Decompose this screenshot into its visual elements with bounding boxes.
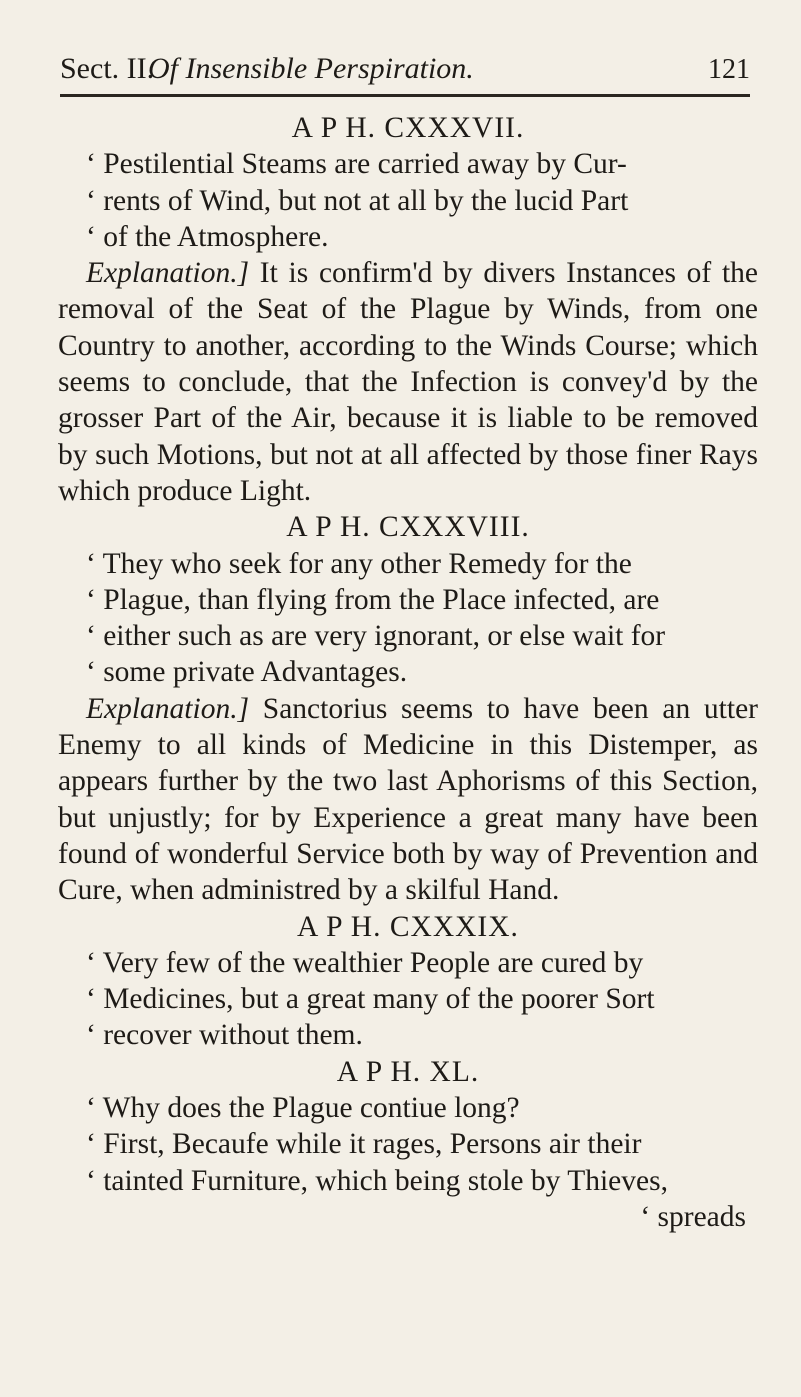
- aphorism-heading: A P H. CXXXVIII.: [286, 511, 530, 544]
- aphorism-line: ‘ recover without them.: [86, 1019, 363, 1052]
- aphorism-line: ‘ tainted Furniture, which being stole by Thieves,: [86, 1164, 668, 1197]
- aphorism-heading: A P H. CXXXVII.: [291, 112, 525, 144]
- explanation-label: Explanation.]: [86, 257, 250, 290]
- aphorism-line: ‘ rents of Wind, but not at all by the lucid Part: [86, 184, 629, 217]
- aphorism-heading: A P H. XL.: [336, 1055, 480, 1088]
- aphorism-line: ‘ of the Atmosphere.: [86, 220, 329, 253]
- section-label: Sect. II.: [60, 52, 155, 85]
- catchword: ‘ spreads: [640, 1200, 746, 1233]
- page-number: 121: [708, 54, 750, 85]
- running-title: Of Insensible Perspiration.: [148, 52, 474, 85]
- aphorism-line: ‘ First, Becaufe while it rages, Persons air their: [86, 1128, 642, 1161]
- explanation-text: It is confirm'd by divers Instances of the removal of the Seat of the Plague by Winds, from one Country to another, according to the Winds Course; which seems to conclude, that the Infection is convey'd by the grosser Part of the Air, because it is liable to be removed by such Motions, but not at all affected by those finer Rays which produce Light.: [58, 257, 758, 507]
- aphorism-line: ‘ Why does the Plague contiue long?: [86, 1092, 520, 1125]
- aphorism-line: ‘ either such as are very ignorant, or else wait for: [86, 620, 666, 653]
- explanation-paragraph: [58, 691, 758, 909]
- aphorism-line: ‘ Pestilential Steams are carried away by Cur-: [86, 148, 627, 181]
- aphorism-line: ‘ Plague, than flying from the Place infected, are: [86, 583, 660, 616]
- aphorism-heading: A P H. CXXXIX.: [297, 910, 519, 943]
- aphorism-line: ‘ some private Advantages.: [86, 656, 408, 689]
- explanation-label: Explanation.]: [86, 692, 250, 725]
- header-rule: [60, 94, 750, 97]
- page-body: [58, 110, 758, 1235]
- aphorism-line: ‘ They who seek for any other Remedy for the: [86, 547, 632, 580]
- running-header: [60, 52, 750, 92]
- explanation-paragraph: [58, 255, 758, 509]
- aphorism-line: ‘ Medicines, but a great many of the poorer Sort: [86, 983, 655, 1016]
- explanation-text: Sanctorius seems to have been an utter Enemy to all kinds of Medicine in this Distemper, as appears further by the two last Aphorisms of this Section, but unjustly; for by Experience a great many have been found of wonderful Service both by way of Prevention and Cure, when administred by a skilful Hand.: [58, 692, 758, 907]
- aphorism-line: ‘ Very few of the wealthier People are cured by: [86, 946, 644, 979]
